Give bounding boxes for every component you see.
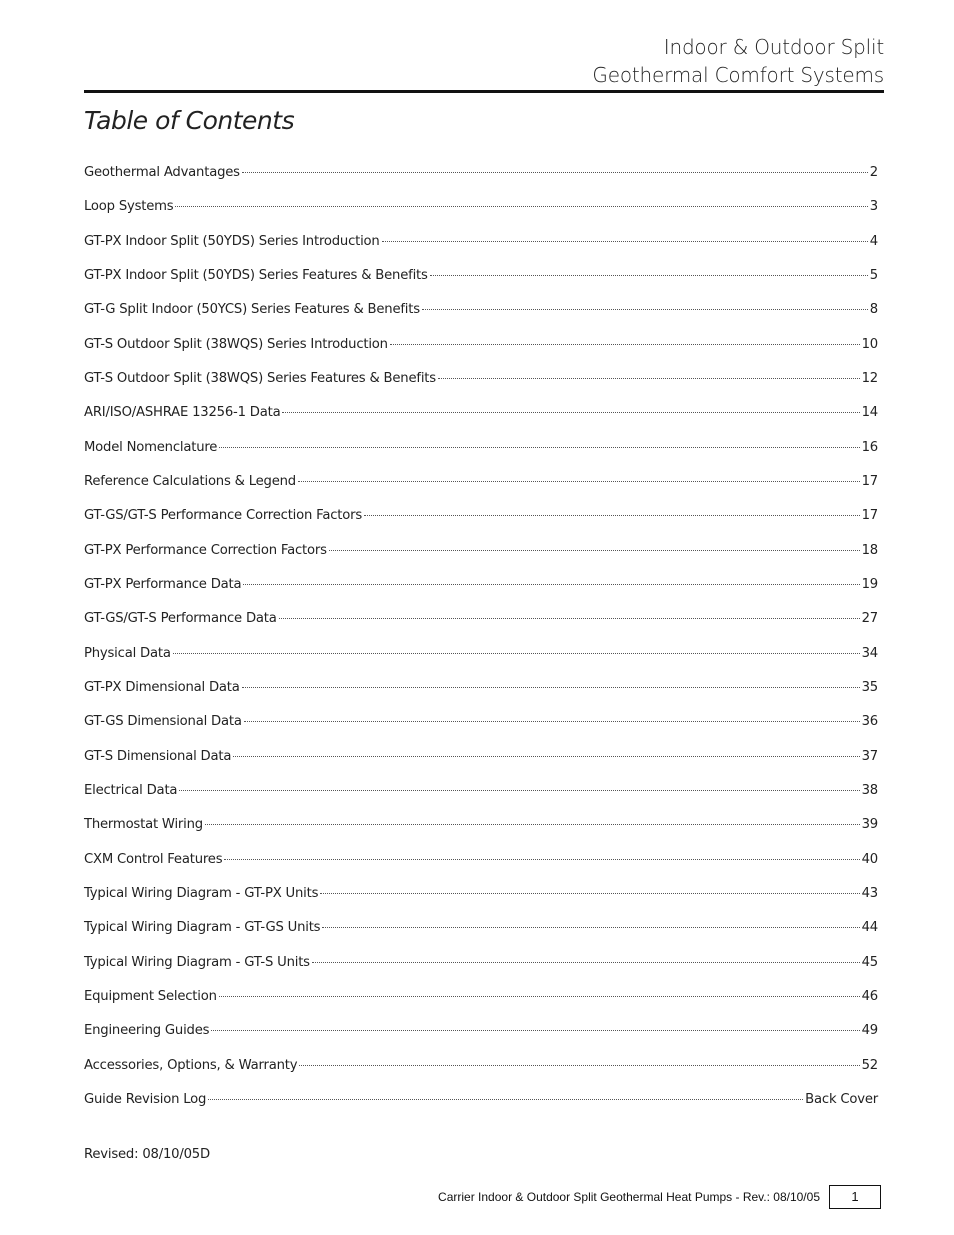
toc-entry-label: GT-PX Indoor Split (50YDS) Series Introduction (84, 233, 380, 249)
toc-dot-leader (320, 893, 859, 894)
toc-entry-page: 49 (861, 1023, 878, 1039)
toc-entry-label: Geothermal Advantages (84, 165, 240, 180)
toc-dot-leader (298, 481, 860, 482)
toc-entry-page: 36 (861, 714, 878, 730)
toc-entry-page: 5 (869, 267, 878, 283)
toc-entry-label: GT-S Outdoor Split (38WQS) Series Introduction (84, 336, 388, 352)
toc-entry-page: 2 (869, 165, 878, 180)
toc-dot-leader (243, 584, 859, 585)
toc-entry-label: GT-S Dimensional Data (84, 748, 232, 764)
toc-entry-page: 18 (861, 542, 878, 558)
toc-entry[interactable] (84, 817, 878, 851)
toc-entry-label: Guide Revision Log (84, 1091, 207, 1107)
toc-entry-label: Electrical Data (84, 782, 178, 798)
toc-dot-leader (322, 927, 859, 928)
toc-entry[interactable] (84, 405, 878, 439)
toc-entry[interactable] (84, 852, 878, 886)
toc-dot-leader (430, 275, 868, 276)
toc-dot-leader (233, 756, 859, 757)
toc-entry-page: 39 (861, 817, 878, 833)
toc-entry-label: Equipment Selection (84, 988, 217, 1004)
toc-dot-leader (312, 962, 860, 963)
toc-entry-label: GT-PX Performance Correction Factors (84, 542, 327, 558)
toc-entry-page: 4 (869, 233, 878, 249)
toc-entry-label: GT-GS/GT-S Performance Correction Factors (84, 508, 362, 524)
toc-dot-leader (299, 1065, 859, 1066)
toc-dot-leader (244, 721, 860, 722)
toc-entry-page: 34 (861, 645, 878, 661)
toc-entry-page: 45 (861, 954, 878, 970)
toc-dot-leader (329, 550, 860, 551)
toc-dot-leader (219, 996, 860, 997)
toc-entry-page: 46 (861, 988, 878, 1004)
toc-entry[interactable] (84, 440, 878, 474)
toc-entry-label: Typical Wiring Diagram - GT-S Units (84, 954, 310, 970)
page-number: 1 (829, 1185, 881, 1209)
toc-entry-label: GT-S Outdoor Split (38WQS) Series Features & Benefits (84, 370, 436, 386)
revised-note: Revised: 08/10/05D (84, 1147, 210, 1162)
toc-entry-page: 3 (869, 199, 878, 215)
toc-entry-label: Engineering Guides (84, 1023, 210, 1039)
header-title-line-1: Indoor & Outdoor Split (663, 35, 884, 59)
toc-entry-page: 19 (861, 576, 878, 592)
toc-entry[interactable] (84, 646, 878, 680)
toc-entry-page: 8 (869, 302, 878, 318)
toc-entry[interactable] (84, 611, 878, 645)
toc-heading: Table of Contents (84, 106, 295, 135)
toc-entry-page: 16 (861, 439, 878, 455)
toc-dot-leader (173, 653, 860, 654)
toc-dot-leader (224, 859, 859, 860)
toc-entry[interactable] (84, 749, 878, 783)
toc-entry-page: 43 (861, 885, 878, 901)
toc-entry[interactable] (84, 577, 878, 611)
toc-entry[interactable] (84, 543, 878, 577)
toc-entry-page: 27 (861, 611, 878, 627)
toc-entry-label: CXM Control Features (84, 851, 223, 867)
toc-dot-leader (422, 309, 868, 310)
toc-entry-label: ARI/ISO/ASHRAE 13256-1 Data (84, 405, 281, 421)
footer-text: Carrier Indoor & Outdoor Split Geothermal Heat Pumps - Rev.: 08/10/05 (438, 1190, 820, 1204)
toc-entry[interactable] (84, 508, 878, 542)
toc-dot-leader (382, 241, 868, 242)
toc-entry-page: Back Cover (805, 1091, 878, 1107)
toc-entry[interactable] (84, 955, 878, 989)
toc-entry-page: 37 (861, 748, 878, 764)
toc-entry-label: GT-GS Dimensional Data (84, 714, 242, 730)
toc-entry[interactable] (84, 1092, 878, 1126)
toc-entry[interactable] (84, 371, 878, 405)
toc-entry-page: 35 (861, 679, 878, 695)
toc-entry[interactable] (84, 920, 878, 954)
toc-entry[interactable] (84, 989, 878, 1023)
toc-dot-leader (175, 206, 867, 207)
toc-entry[interactable] (84, 1023, 878, 1057)
toc-dot-leader (390, 344, 860, 345)
toc-dot-leader (211, 1030, 859, 1031)
toc-entry[interactable] (84, 680, 878, 714)
toc-entry-label: GT-PX Dimensional Data (84, 679, 240, 695)
toc-entry[interactable] (84, 474, 878, 508)
toc-entry-label: Thermostat Wiring (84, 817, 203, 833)
toc-entry-page: 14 (861, 405, 878, 421)
toc-entry-label: GT-GS/GT-S Performance Data (84, 611, 277, 627)
toc-entry-page: 44 (861, 920, 878, 936)
toc-entry[interactable] (84, 234, 878, 268)
document-header-title (592, 33, 884, 89)
toc-entry[interactable] (84, 1058, 878, 1092)
toc-entry-label: Typical Wiring Diagram - GT-PX Units (84, 885, 319, 901)
toc-dot-leader (364, 515, 860, 516)
toc-dot-leader (205, 824, 860, 825)
toc-dot-leader (279, 618, 860, 619)
toc-entry-label: Model Nomenclature (84, 439, 218, 455)
toc-entry[interactable] (84, 337, 878, 371)
toc-entry-label: GT-PX Performance Data (84, 576, 242, 592)
toc-entry-label: Accessories, Options, & Warranty (84, 1057, 298, 1073)
toc-entry-label: GT-PX Indoor Split (50YDS) Series Features & Benefits (84, 267, 428, 283)
toc-entry-label: Loop Systems (84, 199, 174, 215)
toc-entry[interactable] (84, 302, 878, 336)
toc-entry[interactable] (84, 199, 878, 233)
toc-entry-label: Reference Calculations & Legend (84, 473, 296, 489)
toc-entry[interactable] (84, 268, 878, 302)
header-divider (84, 90, 884, 93)
toc-dot-leader (282, 412, 859, 413)
toc-entry-label: Physical Data (84, 645, 171, 661)
toc-entry-page: 52 (861, 1057, 878, 1073)
toc-entry-page: 17 (861, 473, 878, 489)
toc-dot-leader (219, 447, 859, 448)
toc-dot-leader (438, 378, 860, 379)
toc-dot-leader (242, 172, 868, 173)
toc-entry[interactable] (84, 714, 878, 748)
toc-entry-page: 40 (861, 851, 878, 867)
toc-entry-label: Typical Wiring Diagram - GT-GS Units (84, 920, 321, 936)
toc-dot-leader (242, 687, 860, 688)
toc-entry-page: 38 (861, 782, 878, 798)
toc-entry[interactable] (84, 165, 878, 199)
toc-entry-label: GT-G Split Indoor (50YCS) Series Features & Benefits (84, 302, 420, 318)
toc-list (84, 165, 878, 1126)
header-title-line-2: Geothermal Comfort Systems (592, 63, 884, 87)
toc-dot-leader (179, 790, 859, 791)
toc-entry-page: 12 (861, 370, 878, 386)
toc-entry[interactable] (84, 886, 878, 920)
toc-dot-leader (208, 1099, 803, 1100)
toc-entry-page: 10 (861, 336, 878, 352)
toc-entry-page: 17 (861, 508, 878, 524)
toc-entry[interactable] (84, 783, 878, 817)
